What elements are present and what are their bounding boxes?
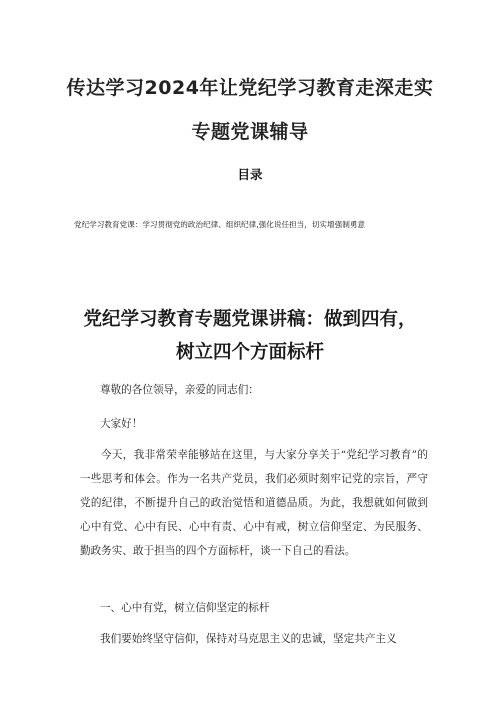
intro-paragraph: 今天，我非常荣幸能够站在这里，与大家分享关于“党纪学习教育”的一些思考和体会。作为一名共产党员，我们必须时刻牢记党的宗旨，严守党的纪律，不断提升自己的政治觉悟和道德品质。为此，我想就如何做到心中有党、心中有民、心中有责、心中有戒，树立信仰坚定、为民服务、勤政务实、敢于担当的四个方面标杆，谈一下自己的看法。 [80, 448, 428, 558]
section-1-paragraph: 我们要始终坚守信仰，保持对马克思主义的忠诚，坚定共产主义 [100, 632, 397, 645]
speech-title-line-2: 树立四个方面标杆 [175, 342, 324, 364]
section-heading-1: 一、心中有党，树立信仰坚定的标杆 [100, 601, 270, 614]
toc-entry-link[interactable]: 党纪学习教育党课：学习贯彻党的政治纪律、组织纪律,强化说任担当，切实增强制勇意 [74, 220, 365, 229]
document-title-line-1: 传达学习2024年让党纪学习教育走深走实 [66, 77, 434, 99]
table-of-contents-heading: 目录 [237, 167, 263, 182]
document-title-line-2: 专题党课辅导 [191, 121, 309, 143]
greeting: 大家好！ [100, 417, 143, 430]
speech-title-line-1: 党纪学习教育专题党课讲稿：做到四有， [83, 309, 417, 331]
salutation: 尊敬的各位领导，亲爱的同志们： [100, 383, 259, 396]
